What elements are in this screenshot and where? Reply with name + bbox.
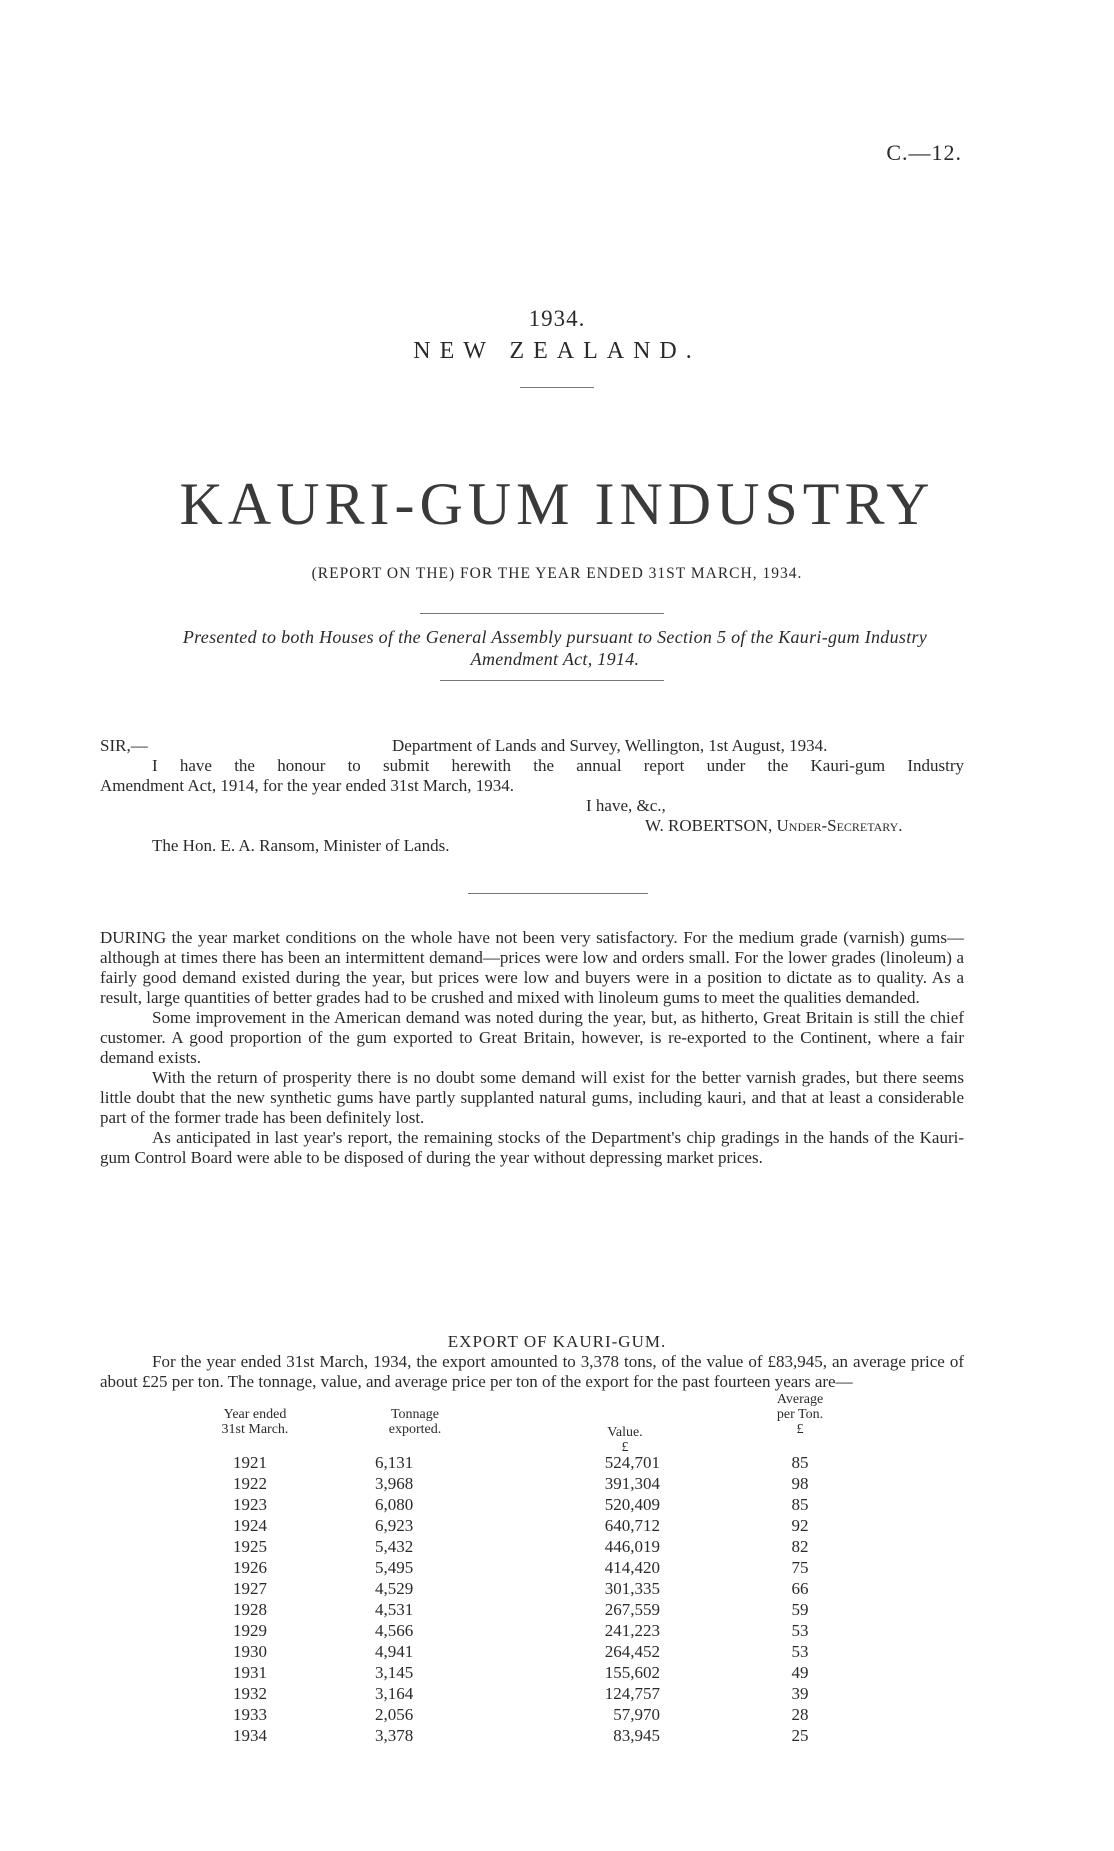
year-cell: 1926 xyxy=(233,1558,267,1577)
header-tonnage xyxy=(370,1407,460,1437)
section-heading: EXPORT OF KAURI-GUM. xyxy=(447,1332,667,1351)
year-cell: 1924 xyxy=(233,1516,267,1535)
divider xyxy=(520,387,594,388)
value-cell: 124,757 xyxy=(604,1684,660,1703)
average-cell: 92 xyxy=(791,1516,809,1535)
export-table xyxy=(190,1387,890,1767)
header-average xyxy=(765,1392,835,1437)
table-row xyxy=(190,1537,890,1558)
header-line: £ xyxy=(621,1440,629,1455)
value-cell: 524,701 xyxy=(604,1453,660,1472)
document-title: KAURI-GUM INDUSTRY xyxy=(179,471,935,537)
average-cell: 85 xyxy=(791,1453,809,1472)
letter-signature: W. ROBERTSON, Under-Secretary. xyxy=(645,816,903,835)
value-cell: 414,420 xyxy=(604,1558,660,1577)
paragraph: DURING the year market conditions on the whole have not been very satisfactory. For the medium grade (varnish) gums—although at times there has been an intermittent demand—prices were low and orders small. For the lower grades (linoleum) a fairly good demand existed during the year, but prices were low and buyers were in a position to dictate as to quality. As a result, large quantities of better grades had to be crushed and mixed with linoleum gums to meet the qualities demanded. xyxy=(100,928,964,1007)
paragraph: As anticipated in last year's report, the remaining stocks of the Department's chip gradings in the hands of the Kauri-gum Control Board were able to be disposed of during the year without depressing market prices. xyxy=(100,1128,964,1167)
header-line: Tonnage xyxy=(390,1407,439,1422)
table-row xyxy=(190,1453,890,1474)
header-line: Average xyxy=(776,1392,824,1407)
table-row xyxy=(190,1621,890,1642)
tonnage-cell: 3,145 xyxy=(375,1663,414,1682)
average-cell: 28 xyxy=(791,1705,809,1724)
average-cell: 98 xyxy=(791,1474,809,1493)
divider xyxy=(440,680,664,681)
average-cell: 25 xyxy=(791,1726,809,1745)
table-row xyxy=(190,1495,890,1516)
tonnage-cell: 3,164 xyxy=(375,1684,414,1703)
value-cell: 640,712 xyxy=(604,1516,660,1535)
table-row xyxy=(190,1705,890,1726)
year-cell: 1931 xyxy=(233,1663,267,1682)
tonnage-cell: 6,080 xyxy=(375,1495,414,1514)
table-row xyxy=(190,1663,890,1684)
letter-body: Amendment Act, 1914, for the year ended 31st March, 1934. xyxy=(100,776,515,795)
year-cell: 1933 xyxy=(233,1705,267,1724)
average-cell: 39 xyxy=(791,1684,809,1703)
letter-closing: I have, &c., xyxy=(586,796,666,815)
tonnage-cell: 5,432 xyxy=(375,1537,414,1556)
tonnage-cell: 4,566 xyxy=(375,1621,414,1640)
value-cell: 446,019 xyxy=(604,1537,660,1556)
tonnage-cell: 4,529 xyxy=(375,1579,414,1598)
average-cell: 75 xyxy=(791,1558,809,1577)
tonnage-cell: 3,968 xyxy=(375,1474,414,1493)
average-cell: 53 xyxy=(791,1621,809,1640)
header-value xyxy=(590,1425,660,1455)
header-line: Value. xyxy=(607,1425,643,1440)
year-cell: 1928 xyxy=(233,1600,267,1619)
tonnage-cell: 4,531 xyxy=(375,1600,414,1619)
table-row xyxy=(190,1474,890,1495)
header-line: £ xyxy=(796,1422,804,1437)
average-cell: 53 xyxy=(791,1642,809,1661)
value-cell: 241,223 xyxy=(604,1621,660,1640)
presentation-line: Amendment Act, 1914. xyxy=(470,649,640,669)
value-cell: 520,409 xyxy=(604,1495,660,1514)
header-line: Year ended xyxy=(223,1407,287,1422)
export-intro xyxy=(100,1352,964,1392)
paragraph: For the year ended 31st March, 1934, the export amounted to 3,378 tons, of the value of £83,945, an average price of about £25 per ton. The tonnage, value, and average price per ton of the export for the past fourteen years are— xyxy=(100,1352,964,1391)
header-line: per Ton. xyxy=(776,1407,824,1422)
paragraph: Some improvement in the American demand was noted during the year, but, as hitherto, Great Britain is still the chief customer. A good proportion of the gum exported to Great Britain, however, is re-exported to the Continent, where a fair demand exists. xyxy=(100,1008,964,1067)
report-body xyxy=(100,928,964,1168)
average-cell: 85 xyxy=(791,1495,809,1514)
year-cell: 1921 xyxy=(233,1453,267,1472)
average-cell: 59 xyxy=(791,1600,809,1619)
year-cell: 1930 xyxy=(233,1642,267,1661)
year-cell: 1927 xyxy=(233,1579,267,1598)
presentation-note xyxy=(140,626,970,670)
year-cell: 1929 xyxy=(233,1621,267,1640)
tonnage-cell: 5,495 xyxy=(375,1558,414,1577)
average-cell: 49 xyxy=(791,1663,809,1682)
average-cell: 66 xyxy=(791,1579,809,1598)
value-cell: 301,335 xyxy=(604,1579,660,1598)
value-cell: 155,602 xyxy=(604,1663,660,1682)
presentation-line: Presented to both Houses of the General Assembly pursuant to Section 5 of the Kauri-gum Industry xyxy=(182,627,928,647)
document-year: 1934. xyxy=(528,306,586,331)
value-cell: 267,559 xyxy=(604,1600,660,1619)
document-subtitle: (REPORT ON THE) FOR THE YEAR ENDED 31ST MARCH, 1934. xyxy=(311,565,803,582)
header-line: exported. xyxy=(388,1422,442,1437)
letter-address: Department of Lands and Survey, Wellington, 1st August, 1934. xyxy=(392,736,828,755)
year-cell: 1925 xyxy=(233,1537,267,1556)
tonnage-cell: 3,378 xyxy=(375,1726,414,1745)
letter-salutation: SIR,— xyxy=(100,736,148,755)
letter-body: I have the honour to submit herewith the annual report under the Kauri-gum Industry xyxy=(152,756,964,775)
value-cell: 391,304 xyxy=(604,1474,660,1493)
divider xyxy=(420,613,664,614)
table-row xyxy=(190,1600,890,1621)
year-cell: 1922 xyxy=(233,1474,267,1493)
paragraph: With the return of prosperity there is no doubt some demand will exist for the better varnish grades, but there seems little doubt that the new synthetic gums have partly supplanted natural gums, including kauri, and that at least a considerable part of the former trade has been definitely lost. xyxy=(100,1068,964,1127)
letter-recipient: The Hon. E. A. Ransom, Minister of Lands. xyxy=(152,836,450,855)
header-line: 31st March. xyxy=(221,1422,289,1437)
value-cell: 264,452 xyxy=(604,1642,660,1661)
year-cell: 1932 xyxy=(233,1684,267,1703)
tonnage-cell: 6,131 xyxy=(375,1453,414,1472)
tonnage-cell: 4,941 xyxy=(375,1642,414,1661)
tonnage-cell: 6,923 xyxy=(375,1516,414,1535)
value-cell: 57,970 xyxy=(613,1705,660,1724)
table-row xyxy=(190,1516,890,1537)
tonnage-cell: 2,056 xyxy=(375,1705,414,1724)
document-country: NEW ZEALAND. xyxy=(413,338,701,364)
year-cell: 1923 xyxy=(233,1495,267,1514)
year-cell: 1934 xyxy=(233,1726,267,1745)
table-row xyxy=(190,1642,890,1663)
table-row xyxy=(190,1684,890,1705)
average-cell: 82 xyxy=(791,1537,809,1556)
table-row xyxy=(190,1726,890,1747)
document-reference: C.—12. xyxy=(886,140,962,165)
table-row xyxy=(190,1579,890,1600)
divider xyxy=(468,893,648,894)
value-cell: 83,945 xyxy=(613,1726,660,1745)
header-year xyxy=(210,1407,300,1437)
table-row xyxy=(190,1558,890,1579)
